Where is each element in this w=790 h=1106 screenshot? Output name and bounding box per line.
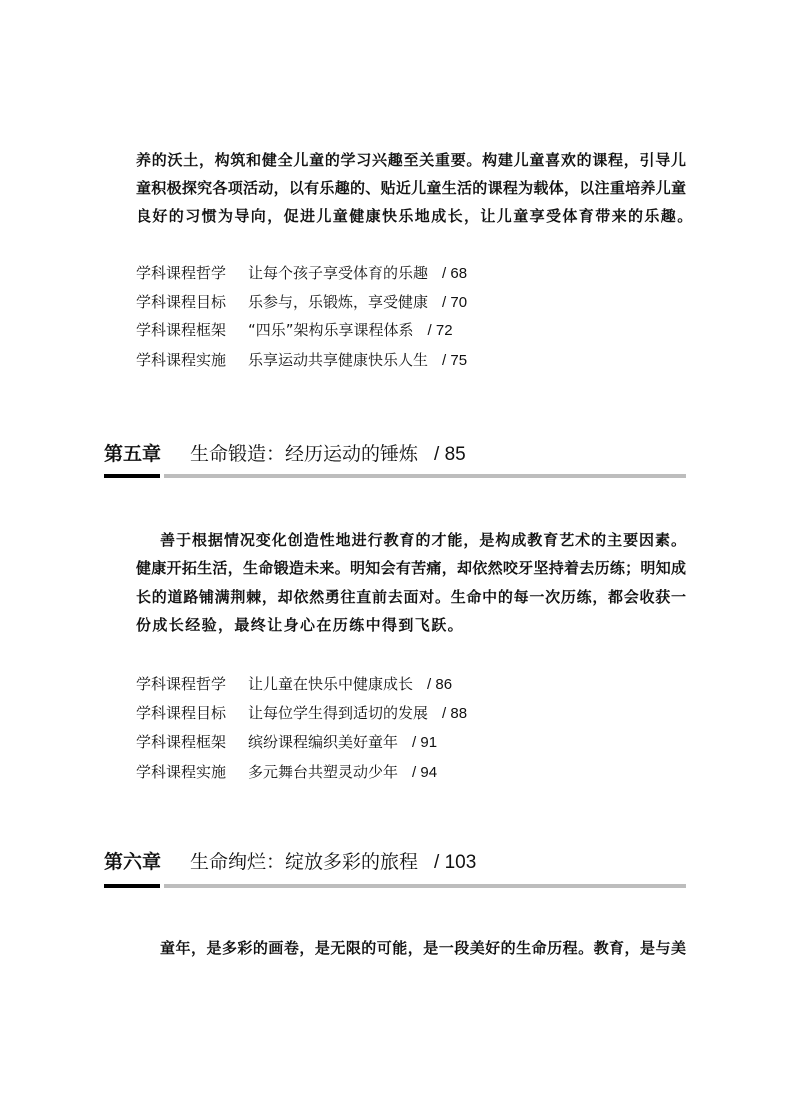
toc-entry[interactable] xyxy=(136,263,467,284)
chapter-divider-accent xyxy=(104,884,160,888)
chapter-page: / 103 xyxy=(434,852,477,873)
toc-page: / 70 xyxy=(442,294,468,311)
chapter-number: 第五章 xyxy=(104,443,162,465)
chapter-5-heading[interactable] xyxy=(104,442,466,467)
paragraph-line: 养的沃土，构筑和健全儿童的学习兴趣至关重要。构建儿童喜欢的课程，引导儿 xyxy=(136,151,686,169)
chapter-divider xyxy=(164,884,686,888)
toc-title: 乐享运动共享健康快乐人生 xyxy=(248,351,429,369)
toc-entry[interactable] xyxy=(136,762,437,783)
paragraph-line: 良好的习惯为导向，促进儿童健康快乐地成长，让儿童享受体育带来的乐趣。 xyxy=(136,207,694,225)
chapter-divider-accent xyxy=(104,474,160,478)
paragraph-line: 童积极探究各项活动，以有乐趣的、贴近儿童生活的课程为载体，以注重培养儿童 xyxy=(136,179,686,197)
toc-category: 学科课程目标 xyxy=(136,704,227,722)
toc-entry[interactable] xyxy=(136,732,437,753)
toc-title: 缤纷课程编织美好童年 xyxy=(248,733,399,751)
toc-category: 学科课程框架 xyxy=(136,733,227,751)
chapter-title: 生命锻造：经历运动的锤炼 xyxy=(190,443,419,465)
toc-page: / 75 xyxy=(442,352,468,369)
chapter-page: / 85 xyxy=(434,444,466,465)
chapter-title: 生命绚烂：绽放多彩的旅程 xyxy=(190,851,419,873)
toc-title: “四乐”架构乐享课程体系 xyxy=(248,321,414,339)
toc-category: 学科课程实施 xyxy=(136,351,227,369)
toc-category: 学科课程实施 xyxy=(136,763,227,781)
toc-entry[interactable] xyxy=(136,292,467,313)
paragraph-line: 善于根据情况变化创造性地进行教育的才能，是构成教育艺术的主要因素。 xyxy=(160,531,686,549)
toc-title: 多元舞台共塑灵动少年 xyxy=(248,763,399,781)
paragraph-line: 童年，是多彩的画卷，是无限的可能，是一段美好的生命历程。教育，是与美 xyxy=(160,939,686,957)
toc-page: / 72 xyxy=(427,322,453,339)
toc-page: / 86 xyxy=(427,676,453,693)
toc-category: 学科课程哲学 xyxy=(136,675,227,693)
toc-title: 让儿童在快乐中健康成长 xyxy=(248,675,414,693)
paragraph-line: 健康开拓生活，生命锻造未来。明知会有苦痛，却依然咬牙坚持着去历练；明知成 xyxy=(136,559,686,577)
toc-title: 乐参与，乐锻炼，享受健康 xyxy=(248,293,429,311)
toc-entry[interactable] xyxy=(136,674,452,695)
toc-title: 让每位学生得到适切的发展 xyxy=(248,704,429,722)
toc-entry[interactable] xyxy=(136,320,453,341)
toc-title: 让每个孩子享受体育的乐趣 xyxy=(248,264,429,282)
toc-page: / 91 xyxy=(412,734,438,751)
toc-page: / 88 xyxy=(442,705,468,722)
paragraph-line: 份成长经验，最终让身心在历练中得到飞跃。 xyxy=(136,616,465,634)
toc-category: 学科课程目标 xyxy=(136,293,227,311)
chapter-number: 第六章 xyxy=(104,851,162,873)
toc-category: 学科课程哲学 xyxy=(136,264,227,282)
toc-page: / 68 xyxy=(442,265,468,282)
paragraph-line: 长的道路铺满荆棘，却依然勇往直前去面对。生命中的每一次历练，都会收获一 xyxy=(136,588,686,606)
toc-entry[interactable] xyxy=(136,350,467,371)
toc-category: 学科课程框架 xyxy=(136,321,227,339)
chapter-divider xyxy=(164,474,686,478)
toc-entry[interactable] xyxy=(136,703,467,724)
toc-page: / 94 xyxy=(412,764,438,781)
chapter-6-heading[interactable] xyxy=(104,850,476,875)
